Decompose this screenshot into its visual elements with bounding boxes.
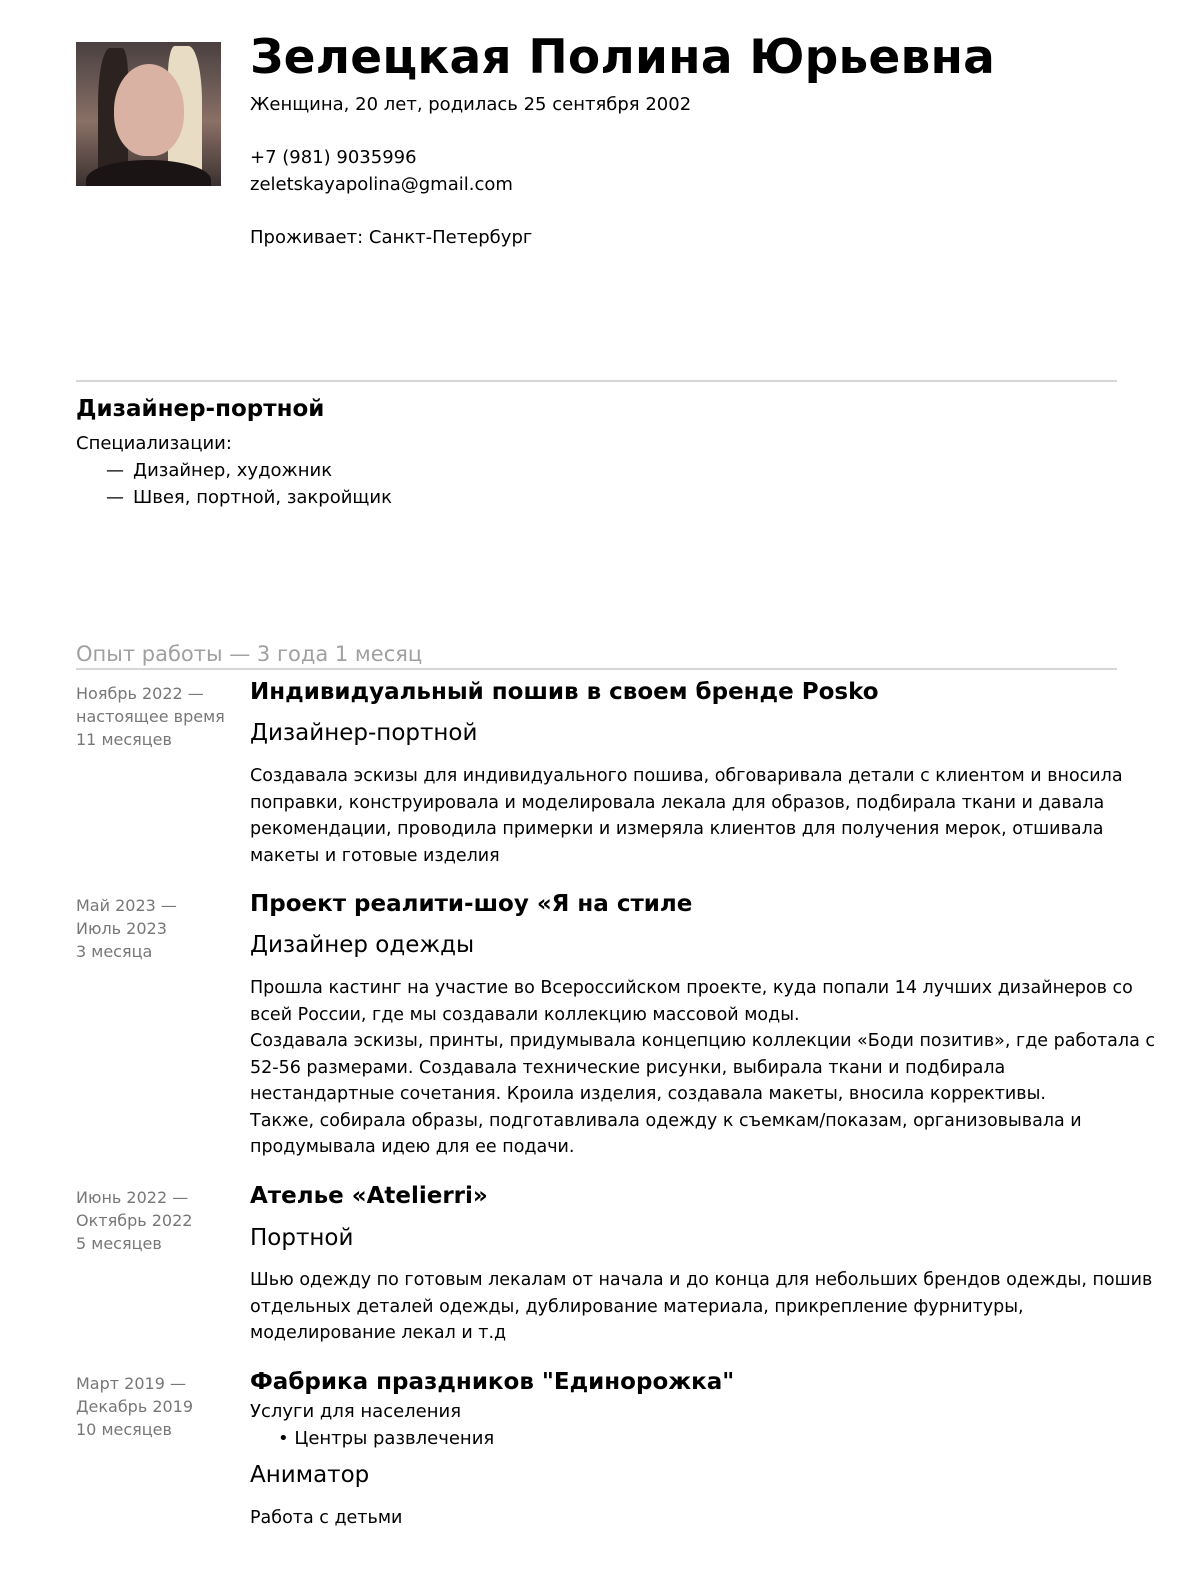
full-name: Зелецкая Полина Юрьевна bbox=[250, 30, 996, 85]
description-line: отдельных деталей одежды, дублирование материала, прикрепление фурнитуры, bbox=[250, 1296, 1024, 1317]
job-subindustry: • Центры развлечения bbox=[278, 1428, 495, 1449]
job-end-date: Октябрь 2022 bbox=[76, 1211, 193, 1230]
profile-photo bbox=[76, 42, 221, 186]
job-company: Фабрика праздников "Единорожка" bbox=[250, 1369, 735, 1395]
job-description bbox=[250, 763, 1140, 869]
description-line: Также, собирала образы, подготавливала одежду к съемкам/показам, организовывала и bbox=[250, 1110, 1082, 1131]
job-role: Аниматор bbox=[250, 1462, 370, 1488]
job-end-date: настоящее время bbox=[76, 707, 225, 726]
specialization-text: Дизайнер, художник bbox=[133, 460, 333, 481]
job-industry: Услуги для населения bbox=[250, 1401, 462, 1422]
specialization-item bbox=[106, 487, 392, 508]
description-line: нестандартные сочетания. Кроила изделия, создавала макеты, вносила коррективы. bbox=[250, 1084, 1046, 1104]
job-start-date: Май 2023 — bbox=[76, 896, 177, 915]
desired-position: Дизайнер-портной bbox=[76, 396, 325, 422]
description-line: Создавала эскизы, принты, придумывала концепцию коллекции «Боди позитив», где работала с bbox=[250, 1031, 1155, 1051]
description-line: Прошла кастинг на участие во Всероссийском проекте, куда попали 14 лучших дизайнеров со bbox=[250, 978, 1133, 998]
specializations-label: Специализации: bbox=[76, 433, 232, 454]
description-line: моделирование лекал и т.д bbox=[250, 1323, 507, 1343]
job-start-date: Ноябрь 2022 — bbox=[76, 684, 204, 703]
email-address[interactable]: zeletskayapolina@gmail.com bbox=[250, 174, 513, 195]
job-duration: 5 месяцев bbox=[76, 1234, 162, 1253]
description-line: рекомендации, проводила примерки и измеряла клиентов для получения мерок, отшивала bbox=[250, 819, 1104, 839]
job-dates bbox=[76, 682, 241, 751]
job-company: Ателье «Atelierri» bbox=[250, 1183, 488, 1209]
job-dates bbox=[76, 894, 241, 963]
job-end-date: Июль 2023 bbox=[76, 919, 167, 938]
job-duration: 11 месяцев bbox=[76, 730, 172, 749]
job-dates bbox=[76, 1186, 241, 1255]
description-line: макеты и готовые изделия bbox=[250, 845, 500, 866]
job-duration: 10 месяцев bbox=[76, 1420, 172, 1439]
job-company: Проект реалити-шоу «Я на стиле bbox=[250, 891, 693, 917]
specialization-item bbox=[106, 460, 332, 481]
description-line: продумывала идею для ее подачи. bbox=[250, 1137, 575, 1157]
experience-section-title: Опыт работы — 3 года 1 месяц bbox=[76, 642, 423, 666]
description-line: Создавала эскизы для индивидуального пошива, обговаривала детали с клиентом и вносила bbox=[250, 766, 1123, 786]
header-divider bbox=[76, 380, 1117, 382]
job-role: Дизайнер-портной bbox=[250, 720, 478, 746]
phone-number[interactable]: +7 (981) 9035996 bbox=[250, 147, 417, 168]
experience-divider bbox=[76, 668, 1117, 670]
description-line: всей России, где мы создавали коллекцию массовой моды. bbox=[250, 1004, 800, 1025]
job-dates bbox=[76, 1372, 241, 1441]
personal-info: Женщина, 20 лет, родилась 25 сентября 2002 bbox=[250, 94, 692, 115]
job-end-date: Декабрь 2019 bbox=[76, 1397, 194, 1416]
job-duration: 3 месяца bbox=[76, 942, 153, 961]
description-line: Шью одежду по готовым лекалам от начала и до конца для небольших брендов одежды, пошив bbox=[250, 1270, 1153, 1290]
list-dash: — bbox=[106, 460, 124, 481]
description-line: 52-56 размерами. Создавала технические рисунки, выбирала ткани и подбирала bbox=[250, 1057, 1006, 1078]
job-description bbox=[250, 1267, 1153, 1347]
description-line: поправки, конструировала и моделировала лекала для образов, подбирала ткани и давала bbox=[250, 792, 1105, 813]
specialization-text: Швея, портной, закройщик bbox=[133, 487, 392, 508]
job-start-date: Март 2019 — bbox=[76, 1374, 186, 1393]
job-description bbox=[250, 1505, 1140, 1532]
job-company: Индивидуальный пошив в своем бренде Posko bbox=[250, 679, 879, 705]
description-line: Работа с детьми bbox=[250, 1508, 403, 1528]
residence: Проживает: Санкт-Петербург bbox=[250, 227, 533, 248]
list-dash: — bbox=[106, 487, 124, 508]
job-role: Портной bbox=[250, 1225, 354, 1251]
job-start-date: Июнь 2022 — bbox=[76, 1188, 189, 1207]
job-role: Дизайнер одежды bbox=[250, 932, 475, 958]
job-description bbox=[250, 975, 1155, 1161]
photo-face bbox=[114, 64, 184, 156]
